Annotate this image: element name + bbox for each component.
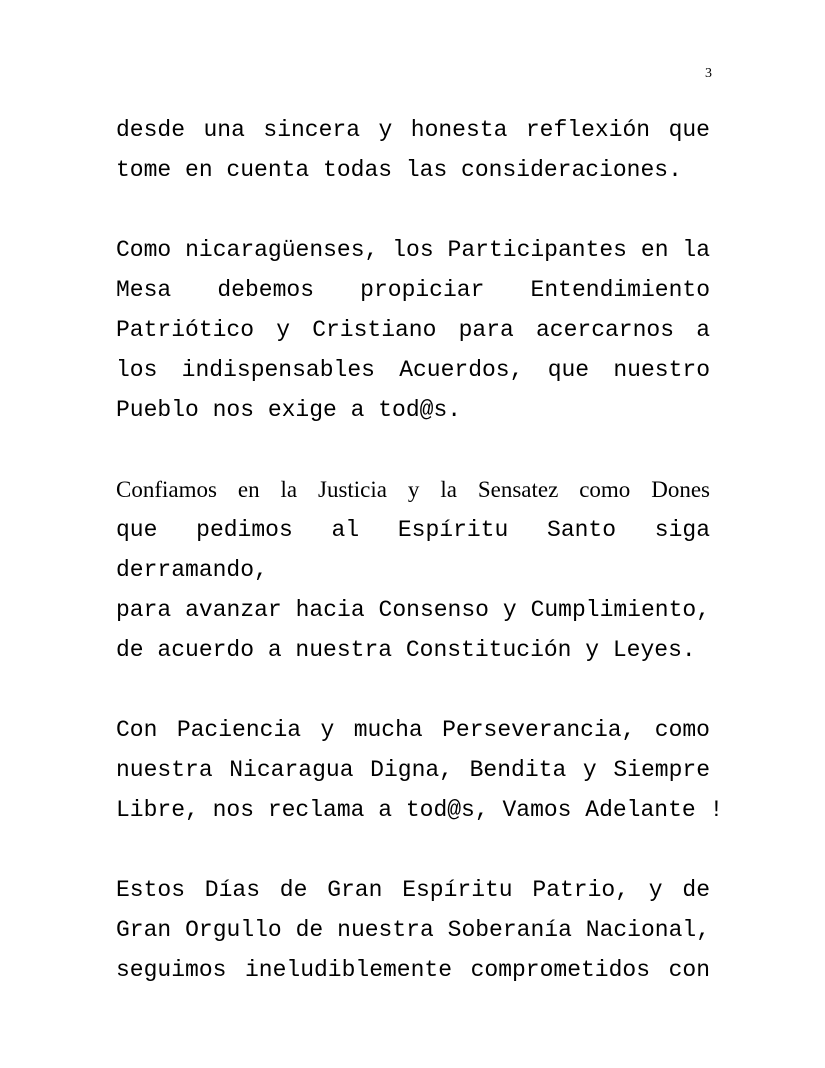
paragraph-participantes <box>116 230 710 430</box>
text-line: Con Paciencia y mucha Perseverancia, como <box>116 717 710 743</box>
text-line: desde una sincera y honesta reflexión que <box>116 117 710 143</box>
text-line: Confiamos en la Justicia y la Sensatez como Dones <box>116 477 710 502</box>
paragraph-reflexion <box>116 110 710 190</box>
text-line: seguimos ineludiblemente comprometidos con <box>116 957 710 983</box>
text-line: Estos Días de Gran Espíritu Patrio, y de <box>116 877 710 903</box>
paragraph-paciencia <box>116 710 724 830</box>
text-line: Libre, nos reclama a tod@s, Vamos Adelante ! <box>116 797 724 823</box>
text-line: Pueblo nos exige a tod@s. <box>116 397 462 423</box>
text-line: que pedimos al Espíritu Santo siga derramando, <box>116 517 710 583</box>
text-line: nuestra Nicaragua Digna, Bendita y Siempre <box>116 757 710 783</box>
text-line: de acuerdo a nuestra Constitución y Leyes. <box>116 637 696 663</box>
paragraph-espiritu-patrio <box>116 870 710 990</box>
text-line: tome en cuenta todas las consideraciones. <box>116 157 682 183</box>
text-line: Gran Orgullo de nuestra Soberanía Nacional, <box>116 917 710 943</box>
text-line: los indispensables Acuerdos, que nuestro <box>116 357 710 383</box>
page-number: 3 <box>705 66 712 81</box>
text-line: Patriótico y Cristiano para acercarnos a <box>116 317 710 343</box>
text-line: Mesa debemos propiciar Entendimiento <box>116 277 710 303</box>
text-line: Como nicaragüenses, los Participantes en la <box>116 237 710 263</box>
text-line: para avanzar hacia Consenso y Cumplimiento, <box>116 597 710 623</box>
paragraph-confiamos <box>116 470 710 670</box>
document-body <box>116 110 724 990</box>
